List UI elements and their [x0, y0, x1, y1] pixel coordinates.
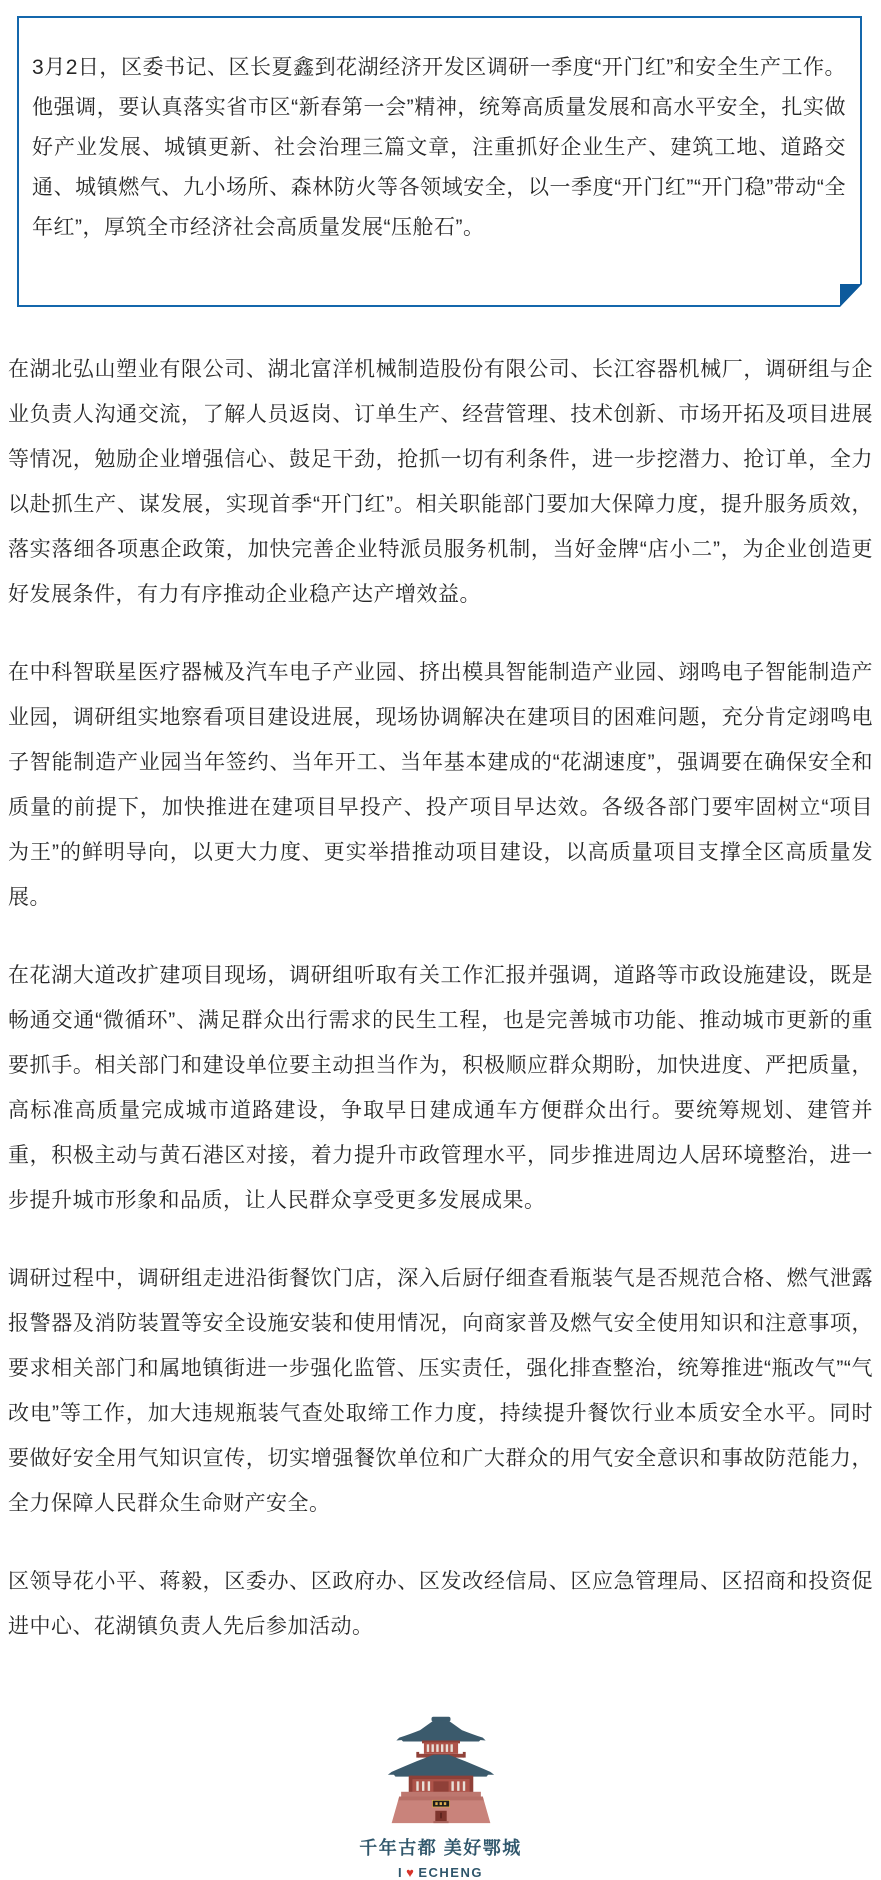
gate-tower-illustration-icon — [381, 1713, 501, 1825]
article-page — [0, 16, 881, 1880]
body-paragraph: 调研过程中，调研组走进沿街餐饮门店，深入后厨仔细查看瓶装气是否规范合格、燃气泄露报警器及消防装置等安全设施安装和使用情况，向商家普及燃气安全使用知识和注意事项，要求相关部门和属地镇街进一步强化监管、压实责任，强化排查整治，统筹推进“瓶改气”“气改电”等工作，加大违规瓶装气查处取缔工作力度，持续提升餐饮行业本质安全水平。同时要做好安全用气知识宣传，切实增强餐饮单位和广大群众的用气安全意识和事故防范能力，全力保障人民群众生命财产安全。 — [8, 1267, 873, 1515]
lead-summary-text: 3月2日，区委书记、区长夏鑫到花湖经济开发区调研一季度“开门红”和安全生产工作。他强调，要认真落实省市区“新春第一会”精神，统筹高质量发展和高水平安全，扎实做好产业发展、城镇更新、社会治理三篇文章，注重抓好企业生产、建筑工地、道路交通、城镇燃气、九小场所、森林防火等各领域安全，以一季度“开门红”“开门稳”带动“全年红”，厚筑全市经济社会高质量发展“压舱石”。 — [32, 56, 846, 239]
body-paragraph: 在中科智联星医疗器械及汽车电子产业园、挤出模具智能制造产业园、翊鸣电子智能制造产业园，调研组实地察看项目建设进展，现场协调解决在建项目的困难问题，充分肯定翊鸣电子智能制造产业园当年签约、当年开工、当年基本建成的“花湖速度”，强调要在确保安全和质量的前提下，加快推进在建项目早投产、投产项目早达效。各级各部门要牢固树立“项目为王”的鲜明导向，以更大力度、更实举措推动项目建设，以高质量项目支撑全区高质量发展。 — [8, 661, 873, 909]
body-paragraph: 在湖北弘山塑业有限公司、湖北富洋机械制造股份有限公司、长江容器机械厂，调研组与企业负责人沟通交流，了解人员返岗、订单生产、经营管理、技术创新、市场开拓及项目进展等情况，勉励企业增强信心、鼓足干劲，抢抓一切有利条件，进一步挖潜力、抢订单，全力以赴抓生产、谋发展，实现首季“开门红”。相关职能部门要加大保障力度，提升服务质效，落实落细各项惠企政策，加快完善企业特派员服务机制，当好金牌“店小二”，为企业创造更好发展条件，有力有序推动企业稳产达产增效益。 — [8, 358, 873, 606]
footer-subtitle-i: I — [398, 1865, 404, 1880]
footer-logo-block — [0, 1713, 881, 1880]
body-paragraph: 在花湖大道改扩建项目现场，调研组听取有关工作汇报并强调，道路等市政设施建设，既是畅通交通“微循环”、满足群众出行需求的民生工程，也是完善城市功能、推动城市更新的重要抓手。相关部门和建设单位要主动担当作为，积极顺应群众期盼，加快进度、严把质量，高标准高质量完成城市道路建设，争取早日建成通车方便群众出行。要统筹规划、建管并重，积极主动与黄石港区对接，着力提升市政管理水平，同步推进周边人居环境整治，进一步提升城市形象和品质，让人民群众享受更多发展成果。 — [8, 964, 873, 1212]
body-paragraph: 区领导花小平、蒋毅，区委办、区政府办、区发改经信局、区应急管理局、区招商和投资促进中心、花湖镇负责人先后参加活动。 — [8, 1570, 873, 1638]
folded-corner-decoration — [840, 284, 862, 307]
footer-subtitle-echeng: ECHENG — [418, 1865, 483, 1880]
footer-slogan: 千年古都 美好鄂城 — [359, 1838, 522, 1858]
heart-icon: ♥ — [406, 1865, 416, 1880]
footer-subtitle — [0, 1865, 881, 1880]
lead-summary-box — [17, 16, 862, 307]
article-body — [8, 347, 873, 1649]
